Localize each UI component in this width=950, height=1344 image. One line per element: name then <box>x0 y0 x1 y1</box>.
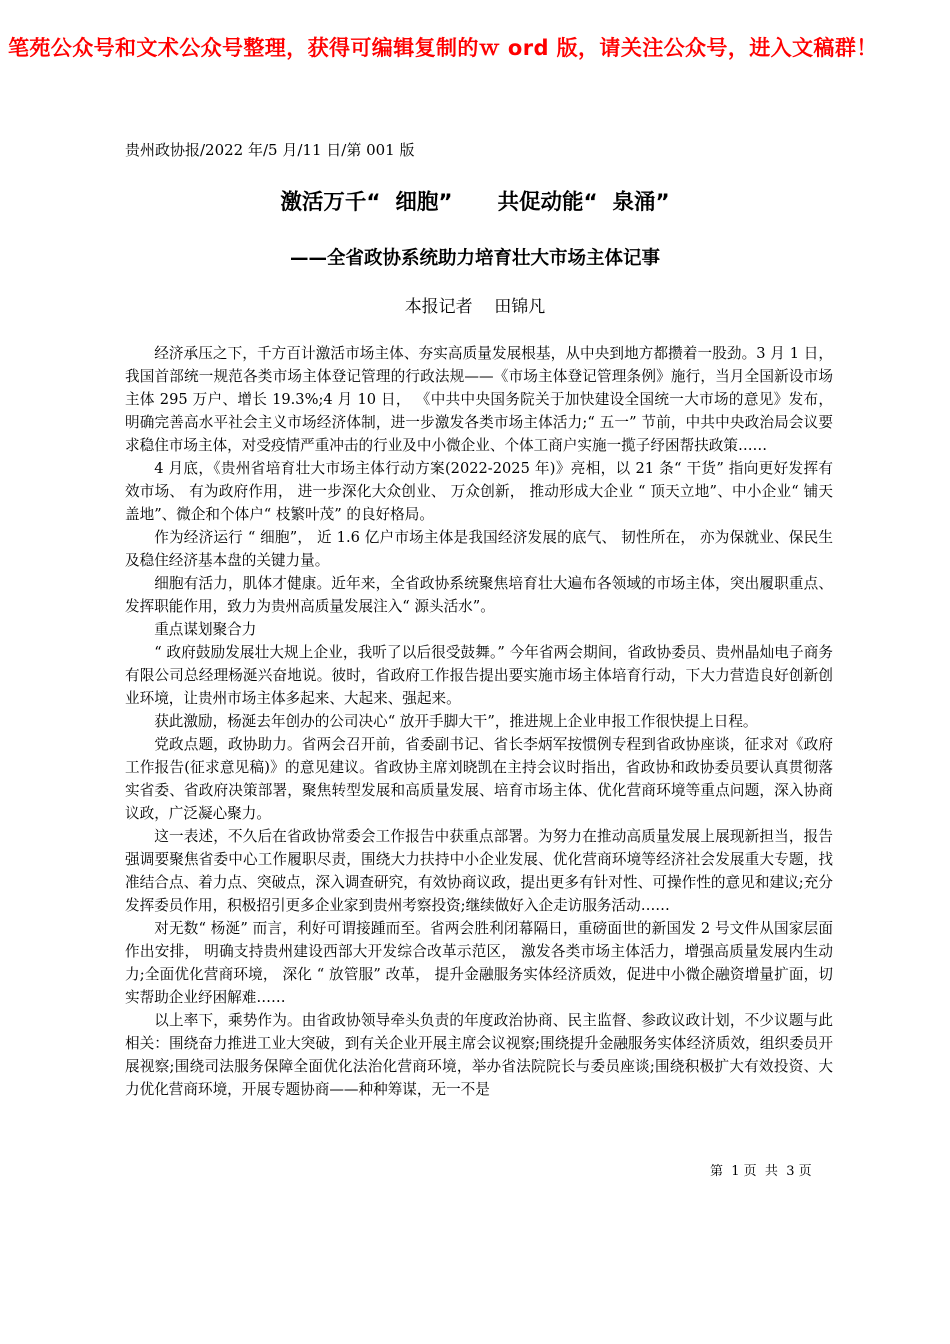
section-heading: 重点谋划聚合力 <box>154 621 257 638</box>
article-title: 激活万千“ 细胞” 共促动能“ 泉涌” <box>280 190 670 215</box>
article-body <box>125 342 833 1101</box>
paragraph: “ 政府鼓励发展壮大规上企业，我听了以后很受鼓舞。” 今年省两会期间，省政协委员、贵州晶灿电子商务有限公司总经理杨涎兴奋地说。彼时，省政府工作报告提出要实施市场主体培育行动，下大力营造良好创新创业环境，让贵州市场主体多起来、大起来、强起来。 <box>125 644 833 707</box>
paragraph: 细胞有活力，肌体才健康。近年来，全省政协系统聚焦培育壮大遍布各领域的市场主体，突出履职重点、发挥职能作用，致力为贵州高质量发展注入“ 源头活水”。 <box>125 575 833 615</box>
paragraph: 这一表述，不久后在省政协常委会工作报告中获重点部署。为努力在推动高质量发展上展现新担当，报告强调要聚焦省委中心工作履职尽责，围绕大力扶持中小企业发展、优化营商环境等经济社会发展重大专题，找准结合点、着力点、突破点，深入调查研究，有效协商议政，提出更多有针对性、可操作性的意见和建议;充分发挥委员作用，积极招引更多企业家到贵州考察投资;继续做好入企走访服务活动…… <box>125 828 833 914</box>
paragraph: 以上率下，乘势作为。由省政协领导牵头负责的年度政治协商、民主监督、参政议政计划，不少议题与此相关：围绕奋力推进工业大突破，到有关企业开展主席会议视察;围绕提升金融服务实体经济质效，组织委员开展视察;围绕司法服务保障全面优化法治化营商环境，举办省法院院长与委员座谈;围绕积极扩大有效投资、大力优化营商环境，开展专题协商——种种筹谋，无一不是 <box>125 1012 833 1098</box>
article-subtitle: ——全省政协系统助力培育壮大市场主体记事 <box>289 248 660 269</box>
page-number: 第 1 页 共 3 页 <box>710 1164 812 1179</box>
paragraph: 4 月底，《贵州省培育壮大市场主体行动方案(2022-2025 年)》亮相，以 21 条“ 干货” 指向更好发挥有效市场、 有为政府作用， 进一步深化大众创业、 万众创新， 推动形成大企业 “ 顶天立地”、中小企业“ 铺天盖地”、微企和个体户“ 枝繁叶茂” 的良好格局。 <box>125 460 833 523</box>
paragraph: 作为经济运行 “ 细胞”， 近 1.6 亿户市场主体是我国经济发展的底气、 韧性所在， 亦为保就业、保民生及稳住经济基本盘的关键力量。 <box>125 529 833 569</box>
paragraph: 获此激励，杨涎去年创办的公司决心“ 放开手脚大干”，推进规上企业申报工作很快提上日程。 <box>154 713 758 730</box>
article-byline: 本报记者 田锦凡 <box>404 297 546 317</box>
paragraph: 对无数“ 杨涎” 而言，利好可谓接踵而至。省两会胜利闭幕隔日，重磅面世的新国发 2 号文件从国家层面作出安排， 明确支持贵州建设西部大开发综合改革示范区， 激发各类市场主体活力，增强高质量发展内生动力;全面优化营商环境， 深化 “ 放管服” 改革， 提升金融服务实体经济质效，促进中小微企融资增量扩面，切实帮助企业纾困解难…… <box>125 920 833 1006</box>
paragraph: 经济承压之下，千方百计激活市场主体、夯实高质量发展根基，从中央到地方都攒着一股劲。3 月 1 日，我国首部统一规范各类市场主体登记管理的行政法规——《市场主体登记管理条例》施行，当月全国新设市场主体 295 万户、增长 19.3%;4 月 10 日， 《中共中央国务院关于加快建设全国统一大市场的意见》发布，明确完善高水平社会主义市场经济体制，进一步激发各类市场主体活力;“ 五一” 节前，中共中央政治局会议要求稳住市场主体，对受疫情严重冲击的行业及中小微企业、个体工商户实施一揽子纾困帮扶政策…… <box>125 345 833 454</box>
paragraph: 党政点题，政协助力。省两会召开前，省委副书记、省长李炳军按惯例专程到省政协座谈，征求对《政府工作报告(征求意见稿)》的意见建议。省政协主席刘晓凯在主持会议时指出，省政协和政协委员要认真贯彻落实省委、省政府决策部署，聚焦转型发展和高质量发展、培育市场主体、优化营商环境等重点问题，深入协商议政，广泛凝心聚力。 <box>125 736 833 822</box>
newspaper-source-line: 贵州政协报/2022 年/5 月/11 日/第 001 版 <box>125 141 415 159</box>
promo-notice: 笔苑公众号和文术公众号整理，获得可编辑复制的ｗ ord 版，请关注公众号，进入文稿群！ <box>8 36 878 60</box>
